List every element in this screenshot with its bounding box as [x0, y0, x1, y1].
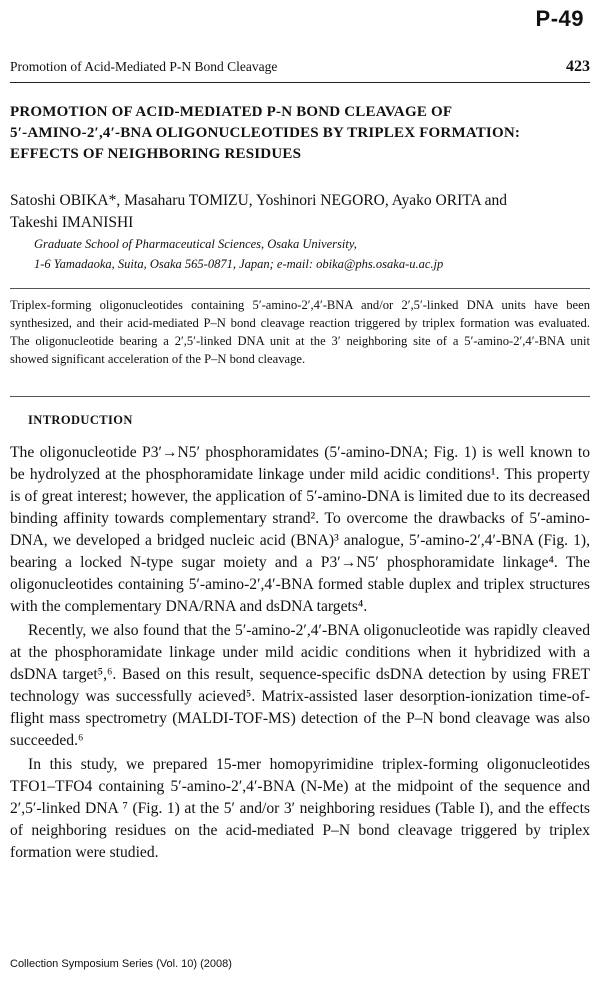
title-line: 5′-AMINO-2′,4′-BNA OLIGONUCLEOTIDES BY TRIPLEX FORMATION: [10, 125, 521, 141]
affiliation-line: 1-6 Yamadaoka, Suita, Osaka 565-0871, Japan; e-mail: obika@phs.osaka-u.ac.jp [34, 257, 444, 271]
title-line: PROMOTION OF ACID-MEDIATED P-N BOND CLEAVAGE OF [10, 104, 453, 120]
abstract: Triplex-forming oligonucleotides containing 5′-amino-2′,4′-BNA and/or 2′,5′-linked DNA units have been synthesized, and their acid-mediated P–N bond cleavage reaction triggered by triplex formation was evaluated. The oligonucleotide bearing a 2′,5′-linked DNA unit at the 3′ neighboring site of a 5′-amino-2′,4′-BNA unit showed significant acceleration of the P–N bond cleavage. [10, 298, 590, 366]
paragraph: Recently, we also found that the 5′-amino-2′,4′-BNA oligonucleotide was rapidly cleaved at the phosphoramidate linkage under mild acidic conditions when it hybridized with a dsDNA target⁵,⁶. Based on this result, sequence-specific dsDNA detection by using FRET technology was successfully acieved⁵. Matrix-assisted laser desorption-ionization time-of-flight mass spectrometry (MALDI-TOF-MS) detection of the P–N bond cleavage was also succeeded.⁶ [10, 622, 590, 749]
author-line: Satoshi OBIKA*, Masaharu TOMIZU, Yoshinori NEGORO, Ayako ORITA and [10, 192, 508, 209]
affiliation [34, 234, 580, 274]
header-divider [10, 82, 590, 83]
section-heading: INTRODUCTION [28, 413, 133, 427]
page-number: 423 [566, 58, 590, 75]
body-text [10, 442, 590, 866]
title-line: EFFECTS OF NEIGHBORING RESIDUES [10, 146, 302, 162]
paragraph: In this study, we prepared 15-mer homopyrimidine triplex-forming oligonucleotides TFO1–TFO4 containing 5′-amino-2′,4′-BNA (N-Me) at the midpoint of the sequence and 2′,5′-linked DNA ⁷ (Fig. 1) at the 5′ and/or 3′ neighboring residues (Table I), and the effects of neighboring residues on the acid-mediated P–N bond cleavage triggered by triplex formation were studied. [10, 756, 590, 861]
paper-code: P-49 [535, 6, 584, 31]
author-list [10, 190, 580, 234]
paragraph: The oligonucleotide P3′→N5′ phosphoramidates (5′-amino-DNA; Fig. 1) is well known to be hydrolyzed at the phosphoramidate linkage under mild acidic conditions¹. This property is of great interest; however, the application of 5′-amino-DNA is limited due to its decreased binding affinity towards complementary strand². To overcome the drawbacks of 5′-amino-DNA, we developed a bridged nucleic acid (BNA)³ analogue, 5′-amino-2′,4′-BNA (Fig. 1), bearing a locked N-type sugar moiety and a P3′→N5′ phosphoramidate linkage⁴. The oligonucleotides containing 5′-amino-2′,4′-BNA formed stable duplex and triplex structures with the complementary DNA/RNA and dsDNA targets⁴. [10, 444, 590, 615]
author-line: Takeshi IMANISHI [10, 214, 134, 231]
affiliation-line: Graduate School of Pharmaceutical Sciences, Osaka University, [34, 237, 357, 251]
abstract-bottom-divider [10, 396, 590, 397]
paper-title [10, 102, 580, 165]
footer: Collection Symposium Series (Vol. 10) (2008) [10, 958, 232, 970]
running-header [10, 58, 590, 76]
abstract-top-divider [10, 288, 590, 289]
running-title: Promotion of Acid-Mediated P-N Bond Cleavage [10, 59, 278, 74]
